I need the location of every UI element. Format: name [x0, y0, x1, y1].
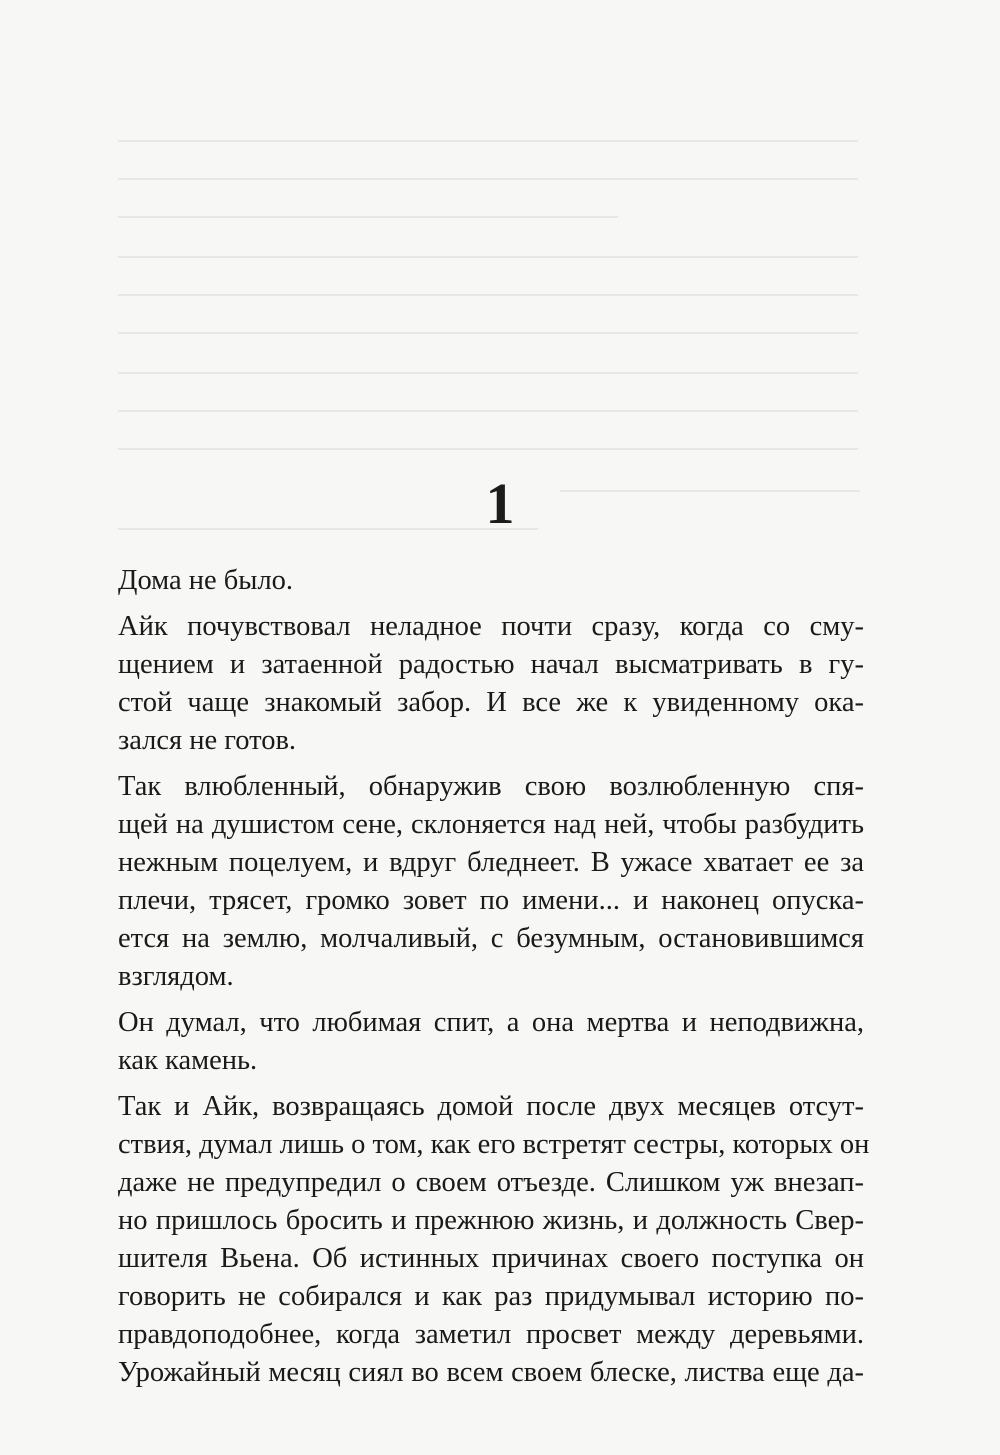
text-line: ется на землю, молчаливый, с безумным, остановившимся: [118, 923, 864, 954]
paragraph-2: [118, 608, 864, 760]
text-line: как камень.: [118, 1045, 258, 1076]
text-line: правдоподобнее, когда заметил просвет между деревьями.: [118, 1319, 864, 1350]
text-line: плечи, трясет, громко зовет по имени... и наконец опуска-: [118, 885, 864, 916]
text-line: Он думал, что любимая спит, а она мертва и неподвижна,: [118, 1007, 864, 1038]
paragraph-1: [118, 562, 864, 600]
text-line: Так влюбленный, обнаружив свою возлюбленную спя-: [118, 771, 864, 802]
text-line: стой чаще знакомый забор. И все же к увиденному ока-: [118, 687, 864, 718]
text-line: нежным поцелуем, и вдруг бледнеет. В ужасе хватает ее за: [118, 847, 864, 878]
text-line: даже не предупредил о своем отъезде. Слишком уж внезап-: [118, 1167, 864, 1198]
text-line: Айк почувствовал неладное почти сразу, когда со сму-: [118, 611, 864, 642]
text-line: щей на душистом сене, склоняется над ней, чтобы разбудить: [118, 809, 864, 840]
text-line: но пришлось бросить и прежнюю жизнь, и должность Свер-: [118, 1205, 864, 1236]
text-line: говорить не собирался и как раз придумывал историю по-: [118, 1281, 864, 1312]
paragraph-3: [118, 768, 864, 996]
text-line: зался не готов.: [118, 725, 297, 756]
text-line: Урожайный месяц сиял во всем своем блеске, листва еще да-: [118, 1357, 864, 1388]
paragraph-4: [118, 1004, 864, 1080]
text-line: взглядом.: [118, 961, 234, 992]
text-line: ствия, думал лишь о том, как его встретят сестры, которых он: [118, 1129, 870, 1160]
text-line: Дома не было.: [118, 565, 294, 596]
text-line: щением и затаенной радостью начал высматривать в гу-: [118, 649, 864, 680]
chapter-body: [118, 562, 870, 1400]
text-line: шителя Вьена. Об истинных причинах своего поступка он: [118, 1243, 864, 1274]
paragraph-5: [118, 1088, 870, 1392]
chapter-number: 1: [485, 471, 515, 536]
text-line: Так и Айк, возвращаясь домой после двух месяцев отсут-: [118, 1091, 864, 1122]
